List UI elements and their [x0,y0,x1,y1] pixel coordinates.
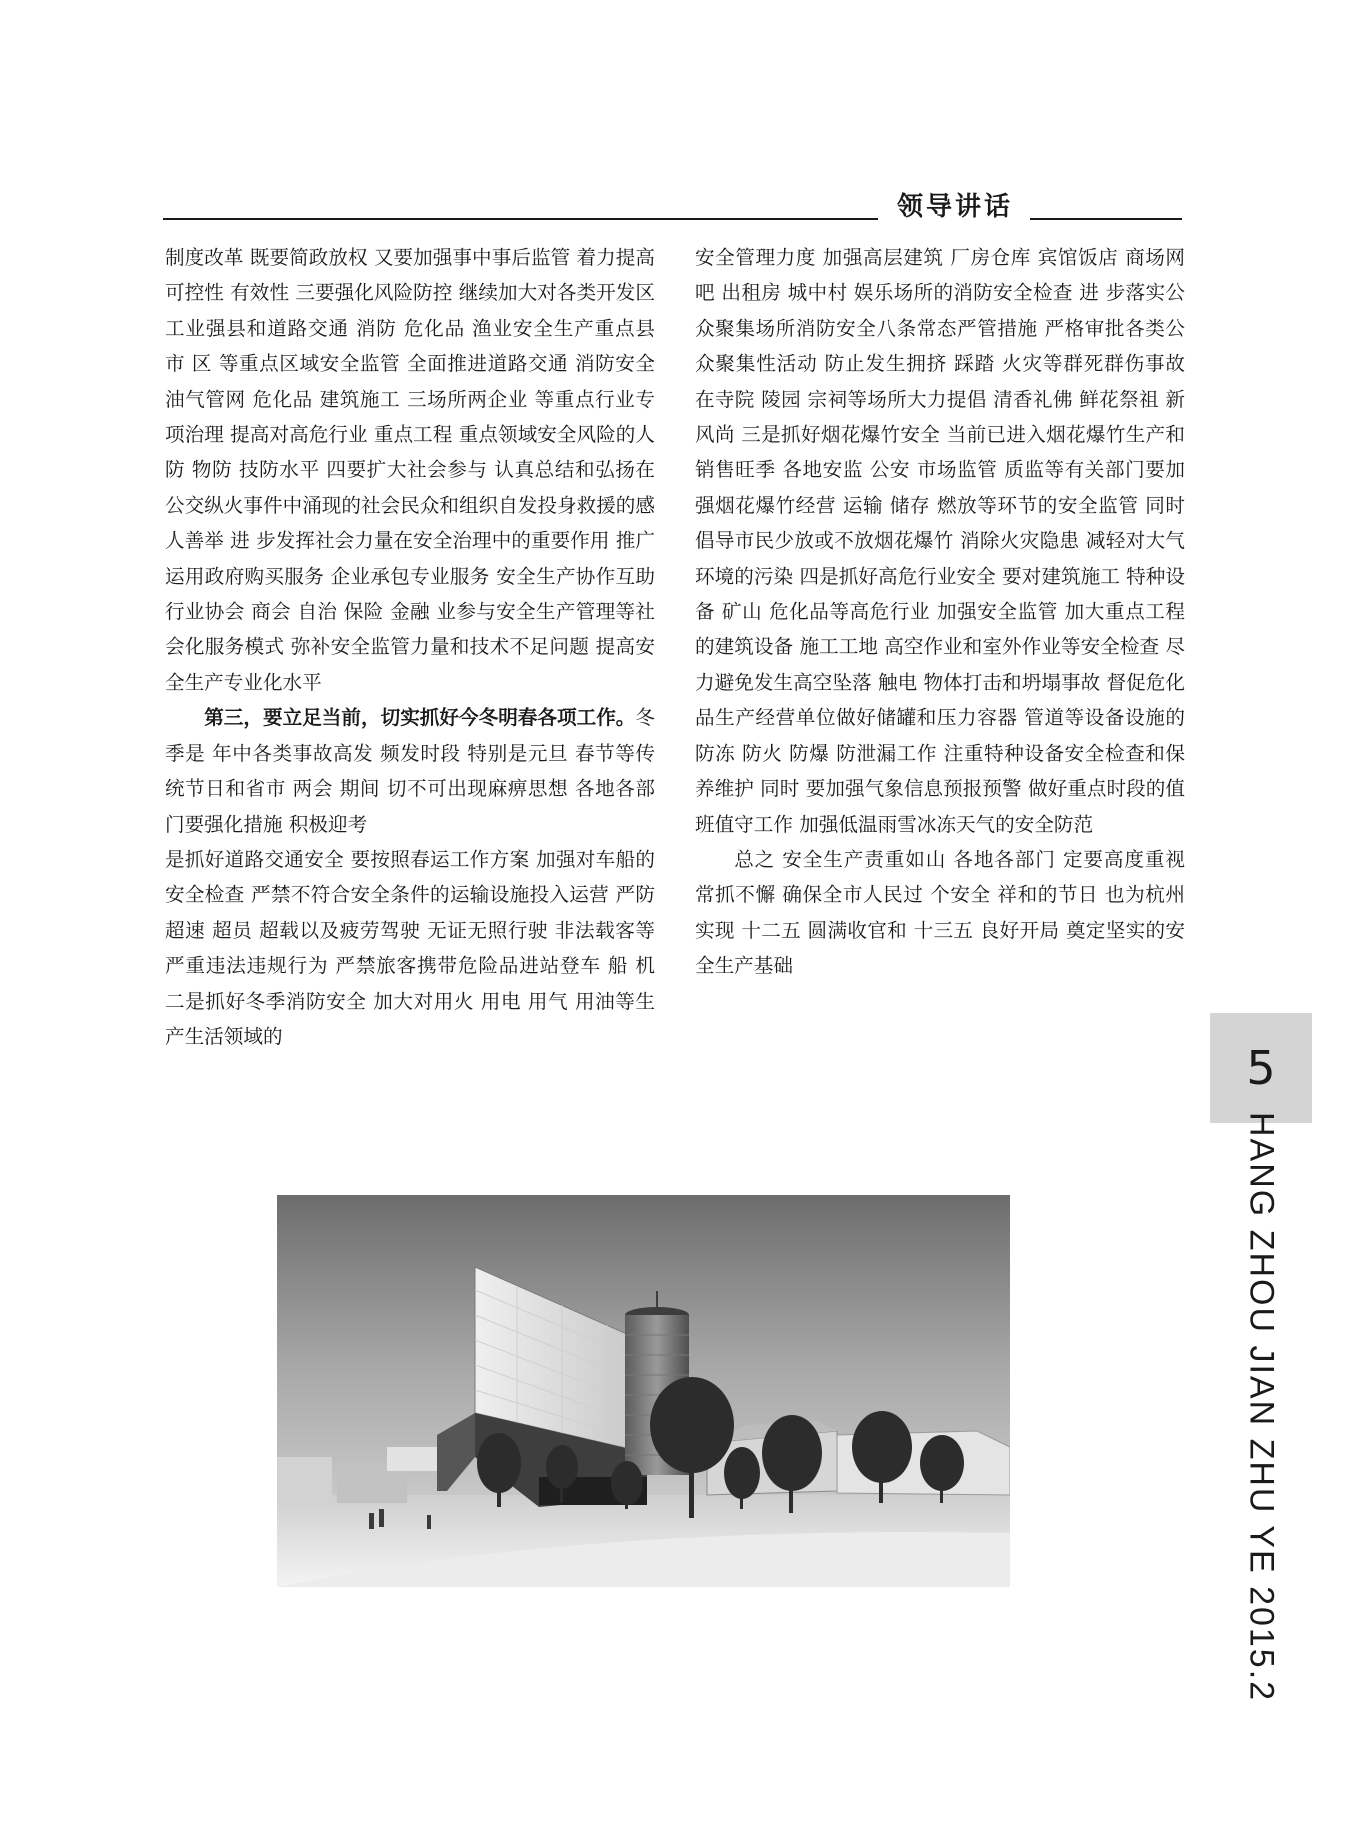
paragraph-text: 冬季是 年中各类事故高发 频发时段 特别是元旦 春节等传统节日和省市 两会 期间 切不可出现麻痹思想 各地各部门要强化措施 积极迎考 [165,706,655,836]
paragraph [165,700,655,842]
page-number: 5 [1246,1041,1276,1095]
paragraph-lead: 第三，要立足当前，切实抓好今冬明春各项工作。 [204,706,636,730]
text-column-right [695,240,1185,984]
section-title: 领导讲话 [896,192,1013,222]
page-number-tab [1210,1013,1312,1123]
paragraph: 安全管理力度 加强高层建筑 厂房仓库 宾馆饭店 商场网吧 出租房 城中村 娱乐场所的消防安全检查 进 步落实公众聚集场所消防安全八条常态严管措施 严格审批各类公众聚集性活动 防止发生拥挤 踩踏 火灾等群死群伤事故 在寺院 陵园 宗祠等场所大力提倡 清香礼佛 鲜花祭祖 新风尚 三是抓好烟花爆竹安全 当前已进入烟花爆竹生产和销售旺季 各地安监 公安 市场监管 质监等有关部门要加强烟花爆竹经营 运输 储存 燃放等环节的安全监管 同时 倡导市民少放或不放烟花爆竹 消除火灾隐患 减轻对大气环境的污染 四是抓好高危行业安全 要对建筑施工 特种设备 矿山 危化品等高危行业 加强安全监管 加大重点工程的建筑设备 施工工地 高空作业和室外作业等安全检查 尽力避免发生高空坠落 触电 物体打击和坍塌事故 督促危化品生产经营单位做好储罐和压力容器 管道等设备设施的防冻 防火 防爆 防泄漏工作 注重特种设备安全检查和保养维护 同时 要加强气象信息预报预警 做好重点时段的值班值守工作 加强低温雨雪冰冻天气的安全防范 [695,246,1185,836]
paragraph: 是抓好道路交通安全 要按照春运工作方案 加强对车船的安全检查 严禁不符合安全条件的运输设施投入运营 严防超速 超员 超载以及疲劳驾驶 无证无照行驶 非法载客等严重违法违规行为 严禁旅客携带危险品进站登车 船 机 二是抓好冬季消防安全 加大对用火 用电 用气 用油等生产生活领域的 [165,847,655,1048]
paragraph: 制度改革 既要简政放权 又要加强事中事后监管 着力提高可控性 有效性 三要强化风险防控 继续加大对各类开发区 工业强县和道路交通 消防 危化品 渔业安全生产重点县 市 区 等重点区域安全监管 全面推进道路交通 消防安全 油气管网 危化品 建筑施工 三场所两企业 等重点行业专项治理 提高对高危行业 重点工程 重点领域安全风险的人防 物防 技防水平 四要扩大社会参与 认真总结和弘扬在 公交纵火事件中涌现的社会民众和组织自发投身救援的感人善举 进 步发挥社会力量在安全治理中的重要作用 推广运用政府购买服务 企业承包专业服务 安全生产协作互助 行业协会 商会 自治 保险 金融 业参与安全生产管理等社会化服务模式 弥补安全监管力量和技术不足问题 提高安全生产专业化水平 [165,246,695,694]
header-rule-left [163,218,878,220]
running-title-vertical: HANG ZHOU JIAN ZHU YE 2015.2 [1242,1112,1281,1703]
text-column-left [165,240,695,1054]
paragraph: 总之 安全生产责重如山 各地各部门 定要高度重视 常抓不懈 确保全市人民过 个安全 祥和的节日 也为杭州实现 十二五 圆满收官和 十三五 良好开局 奠定坚实的安全生产基础 [695,847,1185,978]
header-rule-right [1030,218,1182,220]
building-rendering-image [277,1195,1010,1587]
